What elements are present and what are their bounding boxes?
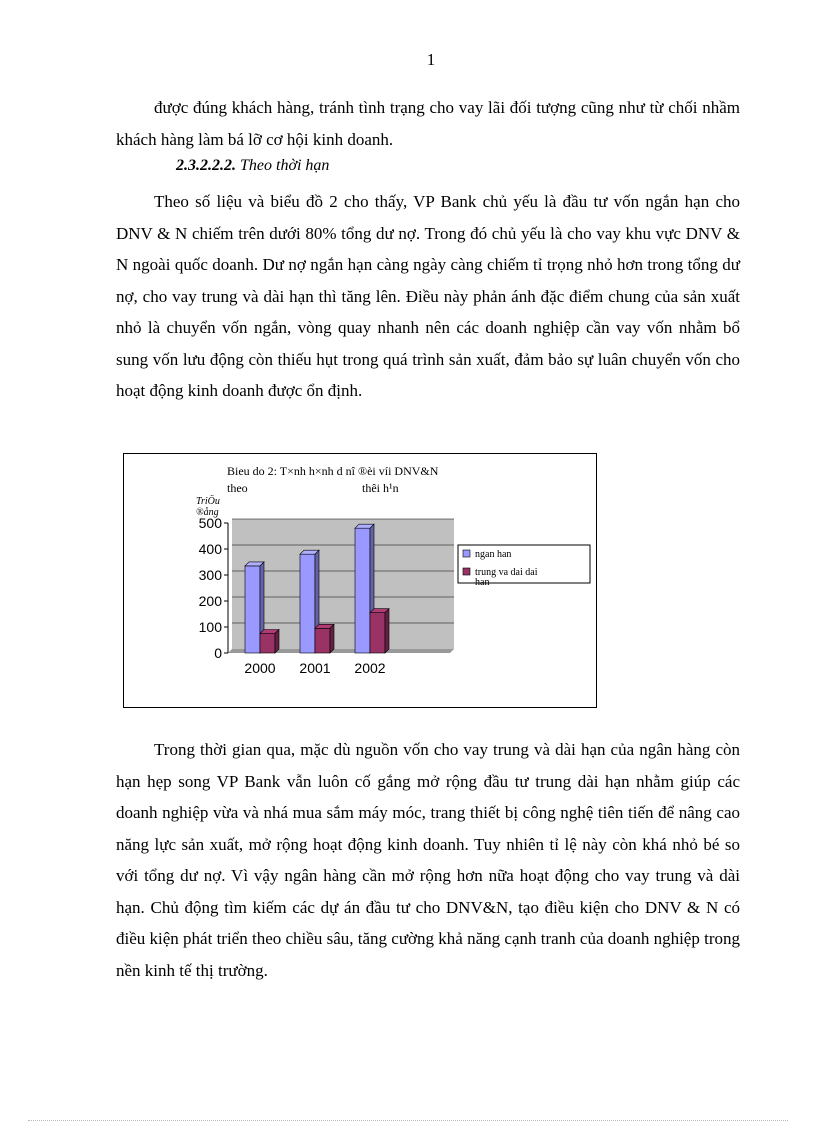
legend-label-trung-dai-han-line2: han [475,577,490,588]
legend-swatch-trung-dai-han [463,568,470,575]
bar-side-trung-va-dai-dai-han-2001 [330,624,334,653]
y-axis-label-line2: ®ång [196,507,219,518]
legend-swatch-ngan-han [463,550,470,557]
y-tick-label: 200 [198,593,222,609]
bar-trung-va-dai-dai-han-2002 [370,613,385,653]
y-tick-label: 400 [198,541,222,557]
x-tick-label-2002: 2002 [354,660,386,676]
bar-trung-va-dai-dai-han-2000 [260,634,275,654]
chart-title-line1: Bieu do 2: T×nh h×nh d nî ®èi víi DNV&N [227,464,439,478]
bar-ngan-han-2001 [300,554,315,653]
paragraph-2: Theo số liệu và biểu đồ 2 cho thấy, VP Bank chủ yếu là đầu tư vốn ngắn hạn cho DNV & N chiếm trên dưới 80% tổng dư nợ. Trong đó chủ yếu là cho vay khu vực DNV & N ngoài quốc doanh. Dư nợ ngắn hạn càng ngày càng chiếm tỉ trọng nhỏ hơn trong tổng dư nợ, cho vay trung và dài hạn thì tăng lên. Điều này phản ánh đặc điểm chung của sản xuất nhỏ là chuyển vốn ngắn, vòng quay nhanh nên các doanh nghiệp cần vay vốn nhằm bổ sung vốn lưu động còn thiếu hụt trong quá trình sản xuất, đảm bảo sự luân chuyển vốn cho hoạt động kinh doanh được ổn định. [116,192,740,400]
section-heading [176,157,329,175]
bar-trung-va-dai-dai-han-2001 [315,628,330,653]
section-title: Theo thời hạn [236,157,330,174]
bar-side-trung-va-dai-dai-han-2002 [385,609,389,653]
section-number: 2.3.2.2.2. [176,157,236,174]
page-number: 1 [426,50,436,69]
y-tick-label: 0 [214,645,222,661]
bar-side-trung-va-dai-dai-han-2000 [275,630,279,654]
y-tick-label: 500 [198,515,222,531]
paragraph-1: được đúng khách hàng, tránh tình trạng cho vay lãi đối tượng cũng như từ chối nhầm khách hàng làm bá lỡ cơ hội kinh doanh. [116,98,740,149]
bar-ngan-han-2002 [355,528,370,653]
y-axis-label-line1: TriÖu [196,496,220,507]
footer-rule [28,1120,788,1121]
bar-ngan-han-2000 [245,566,260,653]
paragraph-3: Trong thời gian qua, mặc dù nguồn vốn cho vay trung và dài hạn của ngân hàng còn hạn hẹp song VP Bank vẫn luôn cố gắng mở rộng đầu tư trung dài hạn nhằm giúp các doanh nghiệp vừa và nhá mua sắm máy móc, trang thiết bị công nghệ tiên tiến để nâng cao năng lực sản xuất, mở rộng hoạt động kinh doanh. Tuy nhiên tỉ lệ này còn khá nhỏ bé so với tổng dư nợ. Vì vậy ngân hàng cần mở rộng hơn nữa hoạt động cho vay trung và dài hạn. Chủ động tìm kiếm các dự án đầu tư cho DNV&N, tạo điều kiện cho DNV & N có điều kiện phát triển theo chiều sâu, tăng cường khả năng cạnh tranh của doanh nghiệp trong nền kinh tế thị trường. [116,740,740,980]
chart-frame [123,453,597,708]
legend-label-ngan-han: ngan han [475,549,512,560]
bar-chart [124,454,598,709]
y-tick-label: 300 [198,567,222,583]
x-tick-label-2001: 2001 [299,660,331,676]
y-tick-label: 100 [198,619,222,635]
legend-label-trung-dai-han-line1: trung va dai dai [475,567,538,578]
chart-title-line2a: theo [227,481,248,495]
x-tick-label-2000: 2000 [244,660,276,676]
chart-title-line2b: thêi h¹n [362,481,399,495]
